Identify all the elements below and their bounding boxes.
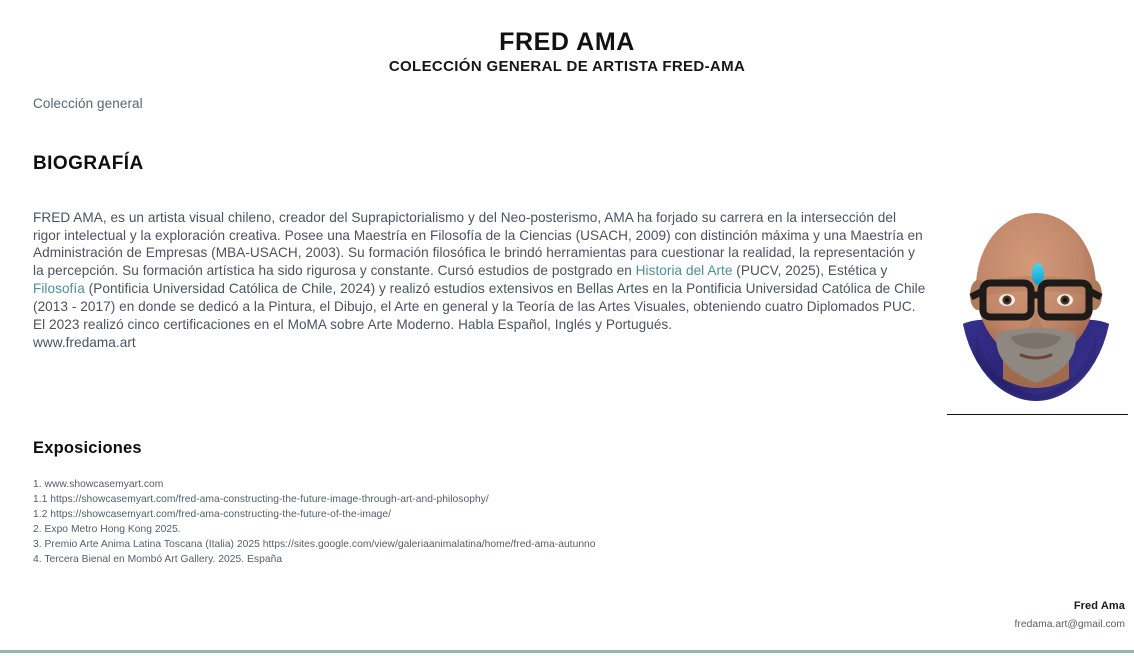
biography-heading: BIOGRAFÍA <box>33 153 144 174</box>
list-item[interactable]: 4. Tercera Bienal en Mombó Art Gallery. 2025. España <box>33 554 283 566</box>
list-item[interactable]: 2. Expo Metro Hong Kong 2025. <box>33 524 181 536</box>
list-item[interactable]: 1. www.showcasemyart.com <box>33 479 164 490</box>
page-subtitle: COLECCIÓN GENERAL DE ARTISTA FRED-AMA <box>388 58 746 75</box>
portrait-divider <box>947 414 1128 415</box>
list-item[interactable]: 1.2 https://showcasemyart.com/fred-ama-constructing-the-future-of-the-image/ <box>33 509 392 521</box>
collection-label: Colección general <box>33 96 143 111</box>
footer-author-name: Fred Ama <box>1073 600 1125 612</box>
biography-link-filosofia[interactable]: Filosofía <box>33 281 85 297</box>
biography-text-part-3: (Pontificia Universidad Católica de Chile, 2024) y realizó estudios extensivos en Bellas Artes en la Pontificia Universidad Católica de Chile (2013 - 2017) en donde se dedicó a la Pintura, el Dibujo, el Arte en general y la Teoría de las Artes Visuales, obteniendo cuatro Diplomados PUC. El 2023 realizó cinco certificaciones en el MoMA sobre Arte Moderno. Habla Español, Inglés y Portugués. <box>33 281 926 333</box>
artist-portrait <box>941 183 1131 415</box>
footer-email[interactable]: fredama.art@gmail.com <box>1014 619 1125 630</box>
biography-text-part-2: (PUCV, 2025), Estética y <box>732 263 888 279</box>
biography-paragraph <box>33 209 926 352</box>
biography-link-historia-del-arte[interactable]: Historia del Arte <box>635 263 733 279</box>
portrait-image <box>941 183 1131 415</box>
biography-text-part-1: FRED AMA, es un artista visual chileno, creador del Suprapictorialismo y del Neo-posterismo, AMA ha forjado su carrera en la intersección del rigor intelectual y la exploración creativa. Posee una Maestría en Filosofía de la Ciencias (USACH, 2009) con distinción máxima y una Maestría en Administración de Empresas (MBA-USACH, 2003). Su formación filosófica le brindó herramientas para cuestionar la realidad, la representación y la percepción. Su formación artística ha sido rigurosa y constante. Cursó estudios de postgrado en <box>33 209 923 279</box>
list-item[interactable]: 1.1 https://showcasemyart.com/fred-ama-constructing-the-future-image-through-art-and-philosophy/ <box>33 494 489 506</box>
biography-website-link[interactable]: www.fredama.art <box>33 334 136 350</box>
page-title: FRED AMA <box>499 28 635 56</box>
list-item[interactable]: 3. Premio Arte Anima Latina Toscana (Italia) 2025 https://sites.google.com/view/galeriaanimalatina/home/fred-ama-autunno <box>33 539 596 551</box>
bottom-accent-bar <box>0 650 1134 653</box>
exposiciones-list <box>33 477 1033 568</box>
exposiciones-heading: Exposiciones <box>33 439 142 457</box>
